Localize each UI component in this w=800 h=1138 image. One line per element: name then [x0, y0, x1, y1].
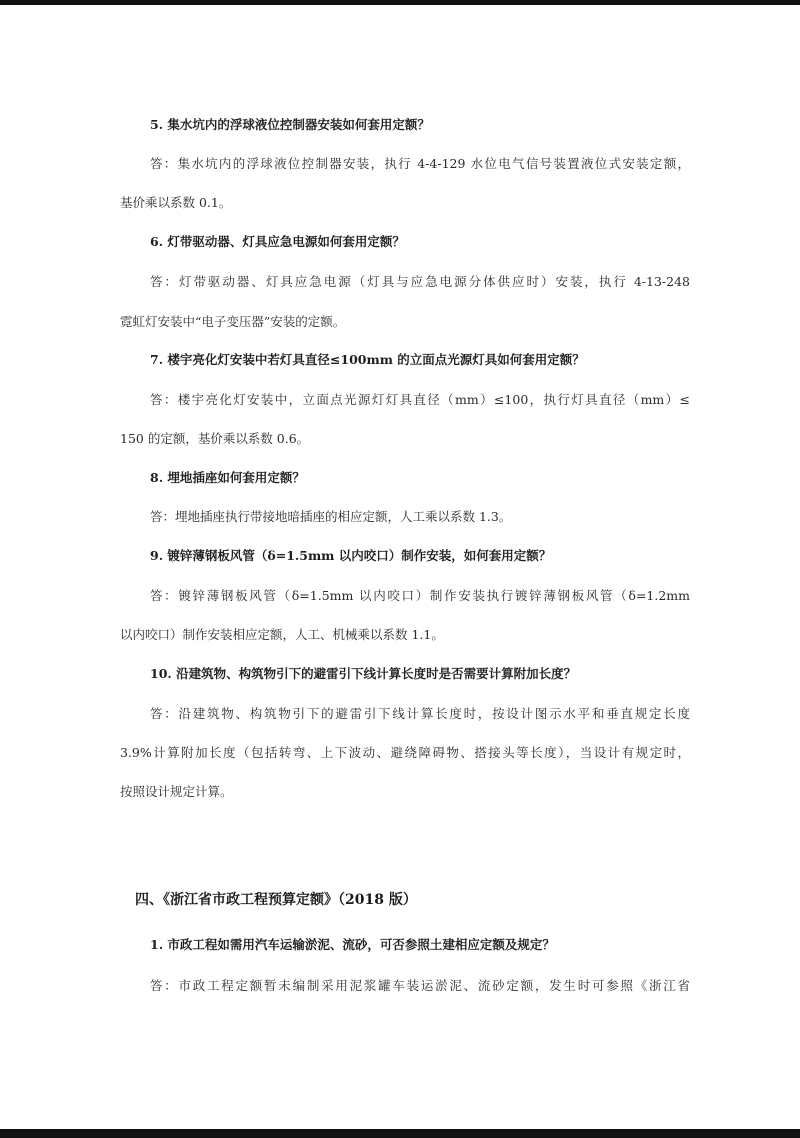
answer-9-line-2: 以内咬口）制作安装相应定额，人工、机械乘以系数 1.1。: [120, 627, 444, 642]
question-8: 8. 埋地插座如何套用定额？: [150, 470, 305, 485]
document-page: [0, 5, 800, 1129]
answer-7-line-1: 答：楼宇亮化灯安装中，立面点光源灯灯具直径（mm）≤100，执行灯具直径（mm）≤: [150, 392, 690, 407]
answer-7-line-2: 150 的定额，基价乘以系数 0.6。: [120, 431, 310, 446]
question-7: 7. 楼宇亮化灯安装中若灯具直径≤100mm 的立面点光源灯具如何套用定额？: [150, 352, 585, 367]
answer-10-line-3: 按照设计规定计算。: [120, 784, 233, 799]
question-5: 5. 集水坑内的浮球液位控制器安装如何套用定额？: [150, 117, 430, 132]
answer-10-line-2: 3.9%计算附加长度（包括转弯、上下波动、避绕障碍物、搭接头等长度），当设计有规定时，: [120, 745, 690, 760]
answer-5-line-1: 答：集水坑内的浮球液位控制器安装，执行 4-4-129 水位电气信号装置液位式安装定额，: [150, 156, 690, 171]
section-heading-4: 四、《浙江省市政工程预算定额》（2018 版）: [135, 892, 417, 908]
answer-9-line-1: 答：镀锌薄钢板风管（δ=1.5mm 以内咬口）制作安装执行镀锌薄钢板风管（δ=1.2mm: [150, 588, 690, 603]
answer-6-line-2: 霓虹灯安装中“电子变压器”安装的定额。: [120, 314, 346, 329]
question-1: 1. 市政工程如需用汽车运输淤泥、流砂，可否参照土建相应定额及规定？: [150, 937, 555, 952]
answer-5-line-2: 基价乘以系数 0.1。: [120, 195, 232, 210]
answer-8-line-1: 答：埋地插座执行带接地暗插座的相应定额，人工乘以系数 1.3。: [150, 509, 512, 524]
answer-10-line-1: 答：沿建筑物、构筑物引下的避雷引下线计算长度时，按设计图示水平和垂直规定长度: [150, 706, 690, 721]
question-10: 10. 沿建筑物、构筑物引下的避雷引下线计算长度时是否需要计算附加长度？: [150, 666, 577, 681]
answer-6-line-1: 答：灯带驱动器、灯具应急电源（灯具与应急电源分体供应时）安装，执行 4-13-248: [150, 274, 690, 289]
question-6: 6. 灯带驱动器、灯具应急电源如何套用定额？: [150, 234, 405, 249]
answer-1-line-1: 答：市政工程定额暂未编制采用泥浆罐车装运淤泥、流砂定额，发生时可参照《浙江省: [150, 978, 690, 993]
question-9: 9. 镀锌薄钢板风管（δ=1.5mm 以内咬口）制作安装，如何套用定额？: [150, 548, 552, 563]
bottom-edge: [0, 1129, 800, 1138]
